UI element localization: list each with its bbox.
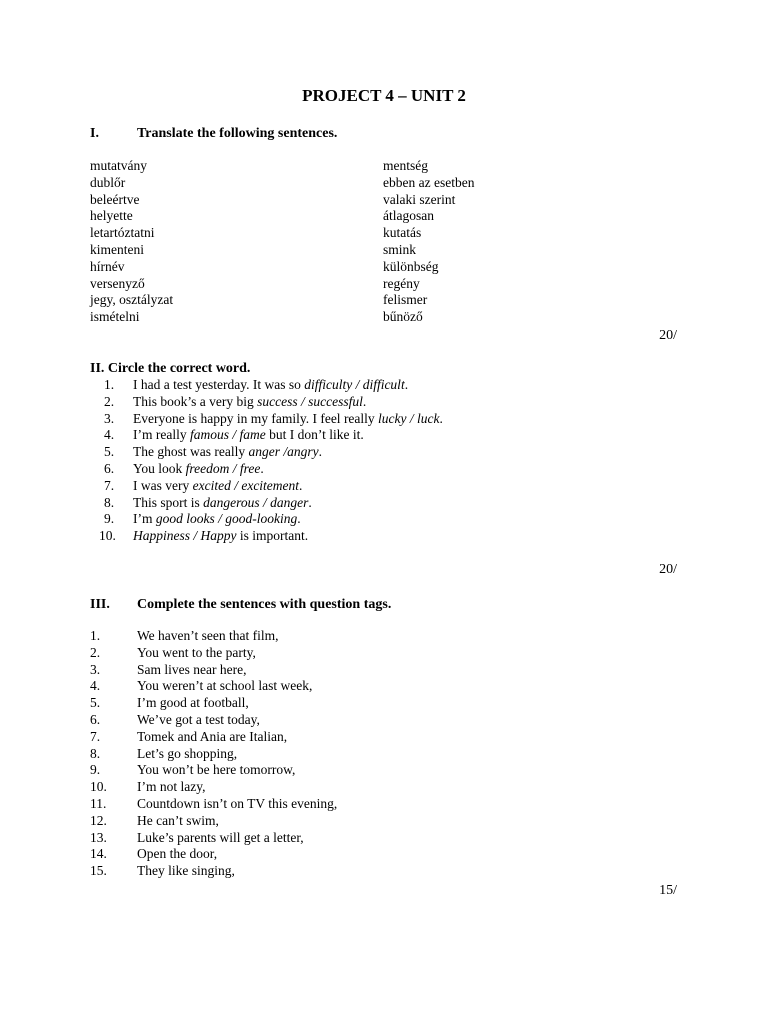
vocab-word: különbség [383,258,439,274]
vocab-word: regény [383,275,420,291]
word-choice[interactable]: anger /angry [248,444,319,460]
word-choice[interactable]: good looks / good-looking [155,511,298,527]
vocab-word: dublőr [90,174,126,190]
vocab-word: mentség [383,158,428,173]
section-1-number: I. [90,126,99,141]
section-3-number: III. [90,597,110,612]
list-item: 4. I’m really famous / fame but I don’t like it. [104,427,364,443]
list-item: 6. You look freedom / free. [104,460,264,476]
word-choice[interactable]: famous / fame [189,427,266,443]
vocab-word: jegy, osztályzat [90,292,174,308]
vocab-word: valaki szerint [383,191,456,207]
vocab-word: hírnév [90,258,125,274]
list-item: 1. I had a test yesterday. It was so difficulty / difficult. [104,377,409,392]
list-item: 8. Let’s go shopping, [90,745,238,761]
vocab-word: kutatás [383,225,422,241]
word-choice[interactable]: lucky / luck [378,410,440,426]
list-item: 5. I’m good at football, [90,695,249,711]
question-tag-list [90,628,337,880]
circle-word-list [99,377,443,545]
word-choice[interactable]: difficulty / difficult [304,377,405,392]
vocab-word: versenyző [90,275,145,291]
section-2-score: 20/ [659,562,677,577]
vocab-word: letartóztatni [90,225,155,241]
list-item: 6. We’ve got a test today, [90,711,260,727]
vocab-word: smink [383,241,417,257]
vocab-word: ebben az esetben [383,174,475,190]
list-item: 14. Open the door, [90,846,218,862]
list-item: 15. They like singing, [90,863,235,879]
vocab-left-column [90,158,173,326]
page-title: PROJECT 4 – UNIT 2 [302,86,466,105]
list-item: 5. The ghost was really anger /angry. [104,444,322,460]
vocab-word: beleértve [90,191,140,207]
word-choice[interactable]: excited / excitement [192,477,300,493]
word-choice[interactable]: Happiness / Happy [133,528,237,544]
word-choice[interactable]: success / successful [257,393,363,409]
vocab-word: felismer [383,292,428,308]
section-3-heading [90,596,391,613]
list-item: 12. He can’t swim, [90,812,219,828]
list-item: 1. We haven’t seen that film, [90,628,279,643]
list-item: 7. I was very excited / excitement. [104,477,303,493]
vocab-right-column [383,158,474,326]
list-item: 9. You won’t be here tomorrow, [90,762,296,778]
list-item: 11. Countdown isn’t on TV this evening, [90,795,338,811]
list-item: 7. Tomek and Ania are Italian, [90,728,288,744]
list-item: 10. Happiness / Happy is important. [99,528,309,544]
word-choice[interactable]: freedom / free [185,460,261,476]
vocab-word: ismételni [90,309,140,325]
vocab-word: mutatvány [90,158,147,173]
list-item: 4. You weren’t at school last week, [90,678,313,694]
section-2-heading: II. Circle the correct word. [90,361,251,376]
list-item: 2. This book’s a very big success / successful. [104,393,367,409]
vocab-word: kimenteni [90,241,144,257]
vocab-word: bűnöző [383,309,423,325]
list-item: 9. I’m good looks / good-looking. [104,511,301,527]
section-3-title: Complete the sentences with question tags. [137,597,392,612]
section-3-score: 15/ [659,883,677,898]
list-item: 2. You went to the party, [90,644,256,660]
vocab-word: átlagosan [383,208,434,224]
list-item: 3. Everyone is happy in my family. I feel really lucky / luck. [104,410,443,426]
section-1-title: Translate the following sentences. [137,126,338,141]
section-1-score: 20/ [659,328,677,343]
list-item: 8. This sport is dangerous / danger. [104,494,312,510]
list-item: 10. I’m not lazy, [90,779,206,795]
vocab-word: helyette [90,208,133,224]
list-item: 13. Luke’s parents will get a letter, [90,829,304,845]
word-choice[interactable]: dangerous / danger [203,494,309,510]
section-1-heading [90,125,337,142]
list-item: 3. Sam lives near here, [90,661,247,677]
